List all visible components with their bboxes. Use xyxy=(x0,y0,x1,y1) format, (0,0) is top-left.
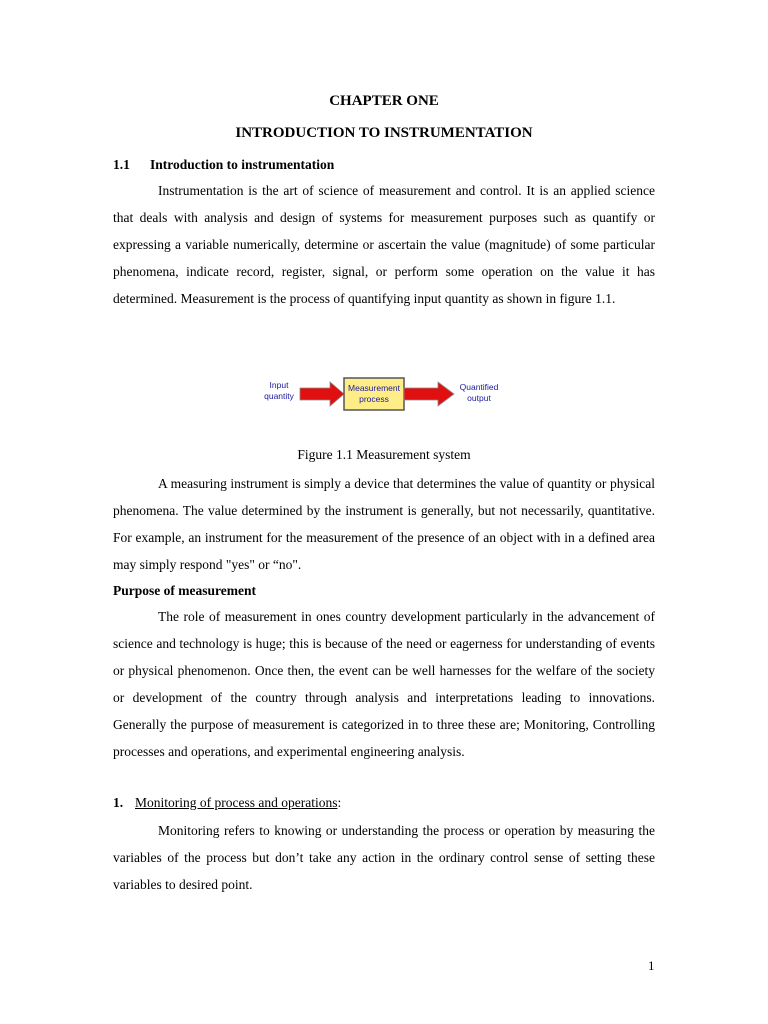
box-label-line1: Measurement xyxy=(348,383,400,393)
output-label-line2: output xyxy=(467,393,491,403)
page-number: 1 xyxy=(648,958,655,973)
intro-paragraph: Instrumentation is the art of science of measurement and control. It is an applied science that deals with analysis and design of systems for measurement purposes such as quantify or expressing a variable numerically, determine or ascertain the value (magnitude) of some particular phenomena, indicate record, register, signal, or perform some operation on the value it has determined. Measurement is the process of quantifying input quantity as shown in figure 1.1. xyxy=(113,183,655,306)
list-item-suffix: : xyxy=(337,795,342,810)
section-heading xyxy=(113,157,334,173)
purpose-paragraph: The role of measurement in ones country development particularly in the advancement of science and technology is huge; this is because of the need or eagerness for understanding of events or physical phenomenon. Once then, the event can be well harnesses for the welfare of the society or development of the country through analysis and interpretations leading to innovations. Generally the purpose of measurement is categorized in to three these are; Monitoring, Controlling processes and operations, and experimental engineering analysis. xyxy=(113,609,655,759)
chapter-heading: CHAPTER ONE xyxy=(329,93,439,109)
instrument-paragraph: A measuring instrument is simply a device that determines the value of quantity or physical phenomena. The value determined by the instrument is generally, but not necessarily, quantitative. For example, an instrument for the measurement of the presence of an object with in a defined area may simply respond "yes" or “no". xyxy=(113,476,655,572)
list-item-number: 1. xyxy=(113,795,124,810)
section-title: Introduction to instrumentation xyxy=(150,157,335,172)
chapter-title: INTRODUCTION TO INSTRUMENTATION xyxy=(235,125,533,141)
figure-caption: Figure 1.1 Measurement system xyxy=(297,447,471,462)
input-label-line2: quantity xyxy=(264,391,294,401)
output-label-line1: Quantified xyxy=(459,382,499,392)
input-arrow xyxy=(300,382,344,406)
list-item-label: Monitoring of process and operations xyxy=(135,795,338,810)
monitoring-paragraph: Monitoring refers to knowing or understanding the process or operation by measuring the variables of the process but don’t take any action in the ordinary control sense of setting these variables to desired point. xyxy=(113,823,655,892)
box-label-line2: process xyxy=(359,394,389,404)
purpose-heading: Purpose of measurement xyxy=(113,583,256,598)
list-item-monitoring xyxy=(113,795,341,811)
measurement-system-diagram xyxy=(260,370,510,418)
output-arrow xyxy=(404,382,454,406)
section-number: 1.1 xyxy=(113,157,130,172)
input-label-line1: Input xyxy=(269,380,289,390)
